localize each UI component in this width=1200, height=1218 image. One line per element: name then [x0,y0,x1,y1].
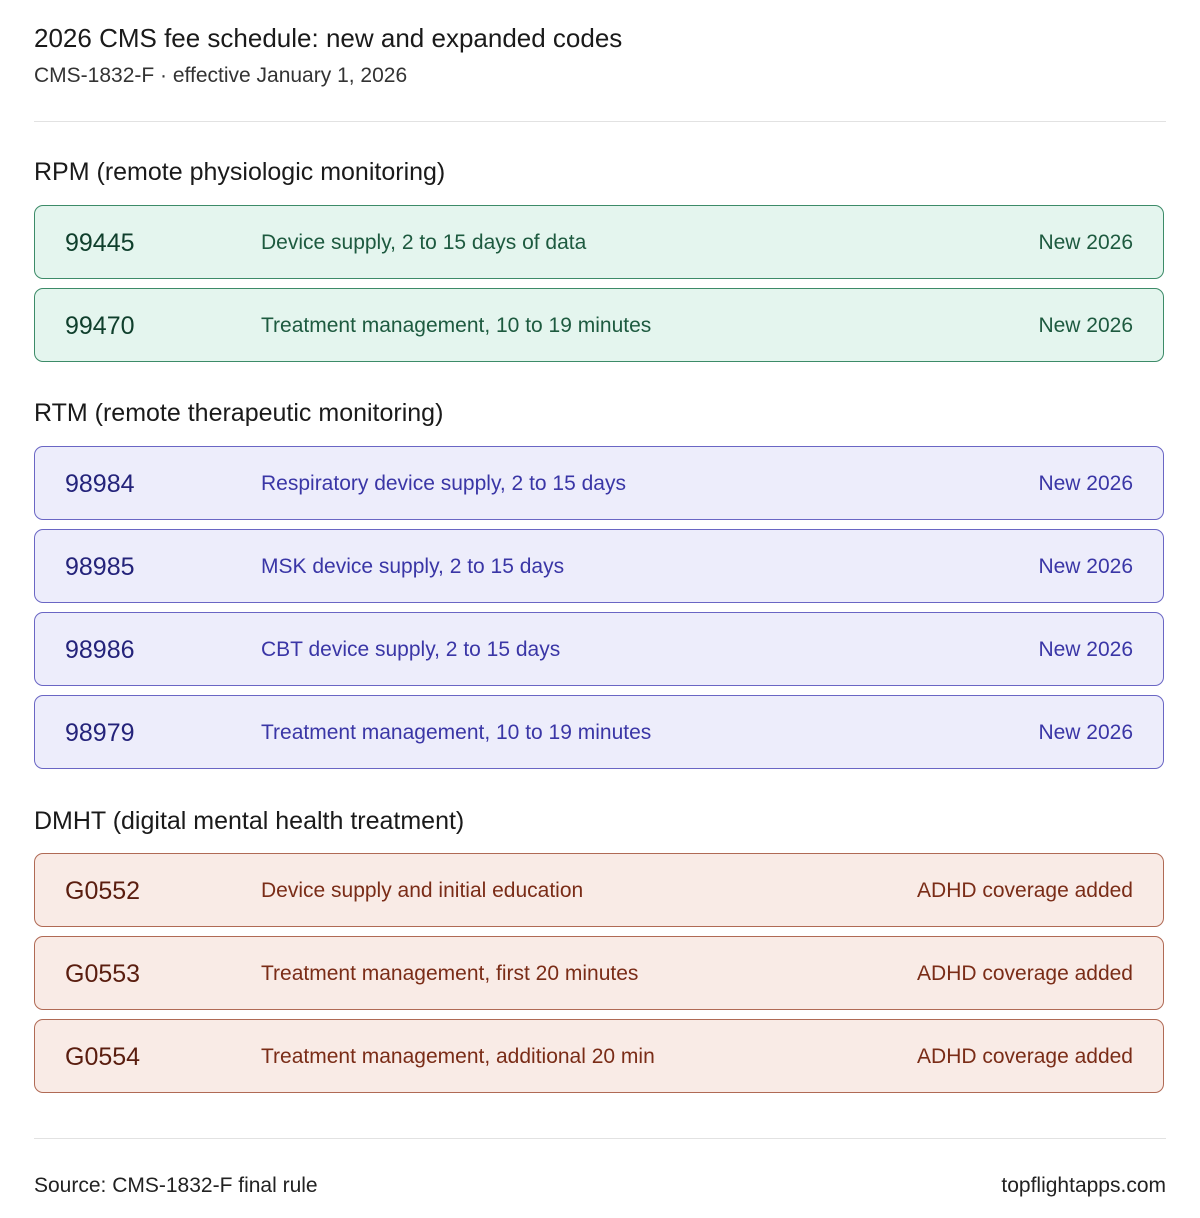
code-row-g0553 [34,936,1164,1010]
code-label: G0553 [65,960,141,988]
code-label: 98984 [65,470,135,498]
code-description: Device supply and initial education [261,879,584,902]
footer-divider [34,1138,1166,1139]
code-label: 98986 [65,636,135,664]
code-label: G0552 [65,877,141,905]
code-status: New 2026 [1038,314,1133,337]
code-label: 98979 [65,719,135,747]
code-status: ADHD coverage added [917,962,1133,985]
code-row-98985 [34,529,1164,603]
code-description: Treatment management, first 20 minutes [261,962,639,985]
code-status: ADHD coverage added [917,879,1133,902]
section-title-dmht: DMHT (digital mental health treatment) [34,807,465,835]
code-description: Device supply, 2 to 15 days of data [261,231,587,254]
code-label: 99445 [65,229,135,257]
code-row-99470 [34,288,1164,362]
code-description: Treatment management, 10 to 19 minutes [261,721,652,744]
code-label: G0554 [65,1043,141,1071]
code-row-g0552 [34,853,1164,927]
code-description: Respiratory device supply, 2 to 15 days [261,472,626,495]
fee-schedule-page [34,0,1166,1218]
code-label: 99470 [65,312,135,340]
code-description: CBT device supply, 2 to 15 days [261,638,561,661]
code-status: New 2026 [1038,555,1133,578]
code-status: ADHD coverage added [917,1045,1133,1068]
source-note: Source: CMS-1832-F final rule [34,1174,318,1197]
page-title: 2026 CMS fee schedule: new and expanded codes [34,23,623,53]
code-description: Treatment management, 10 to 19 minutes [261,314,652,337]
code-row-99445 [34,205,1164,279]
code-status: New 2026 [1038,472,1133,495]
code-status: New 2026 [1038,231,1133,254]
page-subtitle: CMS-1832-F · effective January 1, 2026 [34,64,408,87]
code-status: New 2026 [1038,721,1133,744]
code-row-98984 [34,446,1164,520]
header-divider [34,121,1166,122]
section-title-rtm: RTM (remote therapeutic monitoring) [34,399,444,427]
section-title-rpm: RPM (remote physiologic monitoring) [34,158,446,186]
site-credit: topflightapps.com [1001,1174,1166,1197]
code-row-98979 [34,695,1164,769]
code-row-g0554 [34,1019,1164,1093]
code-row-98986 [34,612,1164,686]
code-description: MSK device supply, 2 to 15 days [261,555,565,578]
code-label: 98985 [65,553,135,581]
code-description: Treatment management, additional 20 min [261,1045,655,1068]
code-status: New 2026 [1038,638,1133,661]
